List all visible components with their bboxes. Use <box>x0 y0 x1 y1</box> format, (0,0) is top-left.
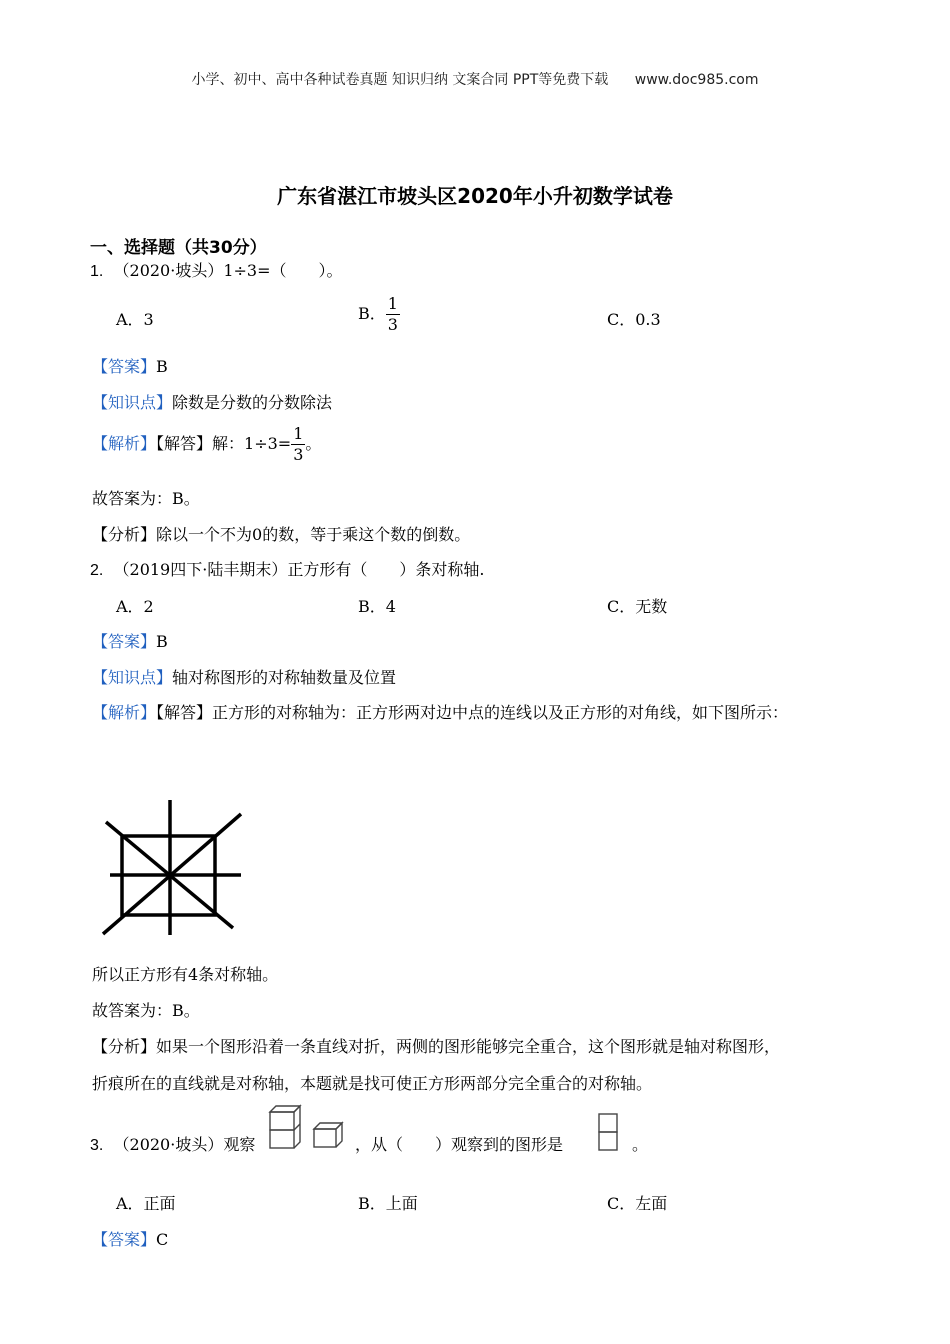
q3-option-c: C．左面 <box>607 1194 668 1213</box>
q2-fenxi-line1: 【分析】如果一个图形沿着一条直线对折，两侧的图形能够完全重合，这个图形就是轴对称图形， <box>92 1037 781 1056</box>
q3-answer: 【答案】C <box>92 1230 169 1249</box>
q2-after-figure: 所以正方形有4条对称轴。 <box>92 965 279 984</box>
q2-answer: 【答案】B <box>92 632 168 651</box>
q2-option-a: A．2 <box>116 597 154 616</box>
q1-knowledge: 【知识点】除数是分数的分数除法 <box>92 393 333 412</box>
q1-solution: 【解析】【解答】解：1÷3= $\frac{1}{3}$ 。 <box>92 424 322 464</box>
question-3-stem-a: 3. （2020·坡头）观察 <box>90 1135 256 1154</box>
header-url[interactable]: www.doc985.com <box>634 72 759 88</box>
single-cube-icon <box>312 1121 344 1149</box>
header-text: 小学、初中、高中各种试卷真题 知识归纳 文案合同 PPT等免费下载 <box>191 72 609 88</box>
q1-conclusion: 故答案为：B。 <box>92 489 200 508</box>
q1-fenxi: 【分析】除以一个不为0的数，等于乘这个数的倒数。 <box>92 525 471 544</box>
q2-conclusion: 故答案为：B。 <box>92 1001 200 1020</box>
q2-option-c: C．无数 <box>607 597 668 616</box>
q1-option-b-fraction: $\frac{1}{3}$ <box>387 294 398 334</box>
q2-solution: 【解析】【解答】正方形的对称轴为：正方形两对边中点的连线以及正方形的对角线，如下图所示： <box>92 703 789 722</box>
q3-option-a: A．正面 <box>116 1194 176 1213</box>
page-title: 广东省湛江市坡头区2020年小升初数学试卷 <box>277 184 673 208</box>
section-heading: 一、选择题（共30分） <box>90 238 267 258</box>
question-3-stem-b: ，从（ ）观察到的图形是 <box>355 1135 564 1154</box>
question-3-stem-c: 。 <box>632 1135 649 1154</box>
page-header <box>0 69 950 89</box>
q2-option-b: B．4 <box>358 597 396 616</box>
q3-option-b: B．上面 <box>358 1194 418 1213</box>
q1-solution-fraction: $\frac{1}{3}$ <box>293 424 304 464</box>
q2-fenxi-line2: 折痕所在的直线就是对称轴，本题就是找可使正方形两部分完全重合的对称轴。 <box>92 1074 653 1093</box>
q1-option-c: C．0.3 <box>607 310 661 329</box>
q1-option-a: A．3 <box>116 310 154 329</box>
square-symmetry-axes-figure <box>98 798 248 938</box>
q2-knowledge: 【知识点】轴对称图形的对称轴数量及位置 <box>92 668 397 687</box>
q1-answer: 【答案】B <box>92 357 168 376</box>
question-2-stem: 2. （2019四下·陆丰期末）正方形有（ ）条对称轴. <box>90 560 485 579</box>
view-shape-icon <box>597 1112 619 1152</box>
stacked-cubes-icon <box>268 1104 302 1150</box>
q1-option-b: B． $\frac{1}{3}$ <box>358 294 398 334</box>
question-1-stem: 1. （2020·坡头）1÷3=（ ）。 <box>90 261 343 280</box>
